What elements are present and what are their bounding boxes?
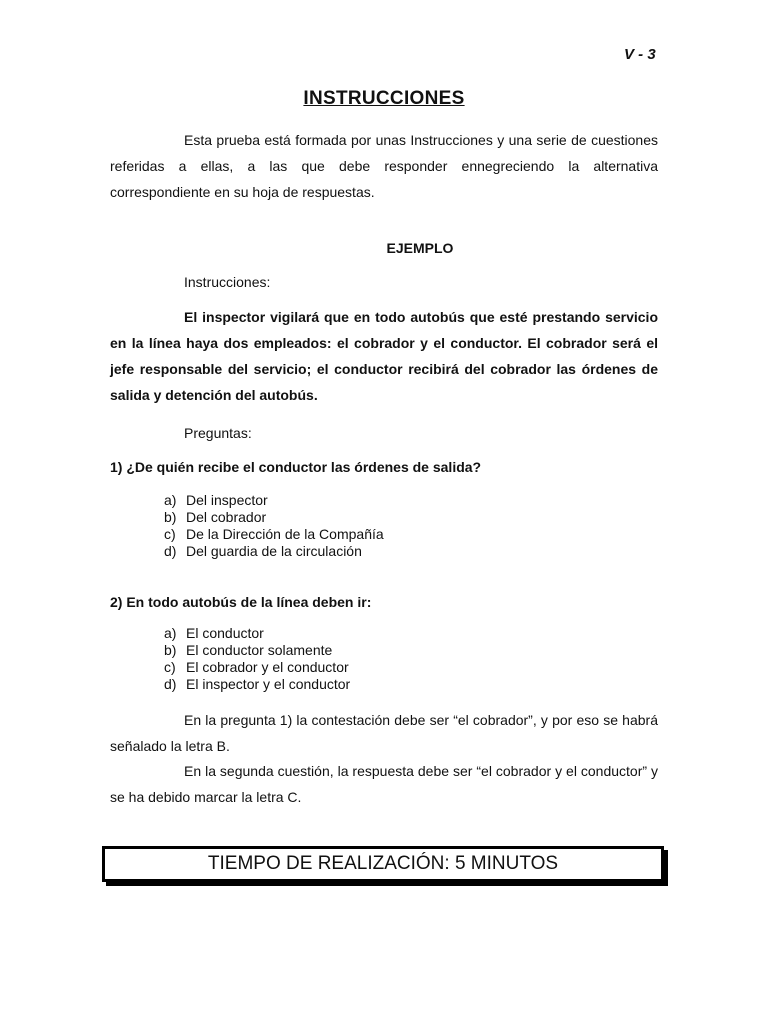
- option-letter: d): [164, 676, 177, 692]
- option-item: [164, 526, 384, 543]
- option-letter: c): [164, 526, 176, 542]
- question-1: 1) ¿De quién recibe el conductor las órdenes de salida?: [110, 459, 482, 475]
- question-2-options: [164, 625, 350, 693]
- question-2: 2) En todo autobús de la línea deben ir:: [110, 594, 372, 610]
- option-text: Del inspector: [186, 492, 268, 508]
- option-letter: a): [164, 492, 177, 508]
- option-text: El conductor: [186, 625, 264, 641]
- option-item: [164, 543, 384, 560]
- page-number: V - 3: [624, 46, 656, 63]
- option-text: El inspector y el conductor: [186, 676, 351, 692]
- option-letter: b): [164, 509, 177, 525]
- instructions-text: El inspector vigilará que en todo autobús que esté prestando servicio en la línea haya dos empleados: el cobrador y el conductor. El cobrador será el jefe responsable del servicio; el conductor recibirá del cobrador las órdenes de salida y detención del autobús.: [110, 309, 658, 403]
- option-item: [164, 492, 384, 509]
- option-text: Del cobrador: [186, 509, 267, 525]
- option-item: [164, 625, 350, 642]
- option-text: De la Dirección de la Compañía: [186, 526, 384, 542]
- option-text: Del guardia de la circulación: [186, 543, 362, 559]
- instructions-label: Instrucciones:: [184, 274, 271, 290]
- option-letter: d): [164, 543, 177, 559]
- questions-label: Preguntas:: [184, 425, 252, 441]
- option-item: [164, 642, 350, 659]
- intro-paragraph: Esta prueba está formada por unas Instrucciones y una serie de cuestiones referidas a ellas, a las que debe responder ennegreciendo la alternativa correspondiente en su hoja de respuestas.: [110, 132, 658, 200]
- option-item: [164, 509, 384, 526]
- question-1-options: [164, 492, 384, 560]
- option-letter: a): [164, 625, 177, 641]
- explanation-2: En la segunda cuestión, la respuesta debe ser “el cobrador y el conductor” y se ha debido marcar la letra C.: [110, 763, 658, 805]
- option-letter: c): [164, 659, 176, 675]
- option-item: [164, 659, 350, 676]
- option-item: [164, 676, 350, 693]
- example-heading: EJEMPLO: [386, 240, 454, 256]
- explanation-1: En la pregunta 1) la contestación debe ser “el cobrador”, y por eso se habrá señalado la letra B.: [110, 712, 658, 754]
- option-text: El cobrador y el conductor: [186, 659, 349, 675]
- time-limit-box: TIEMPO DE REALIZACIÓN: 5 MINUTOS: [102, 846, 664, 882]
- option-letter: b): [164, 642, 177, 658]
- page-title: INSTRUCCIONES: [303, 88, 465, 109]
- option-text: El conductor solamente: [186, 642, 333, 658]
